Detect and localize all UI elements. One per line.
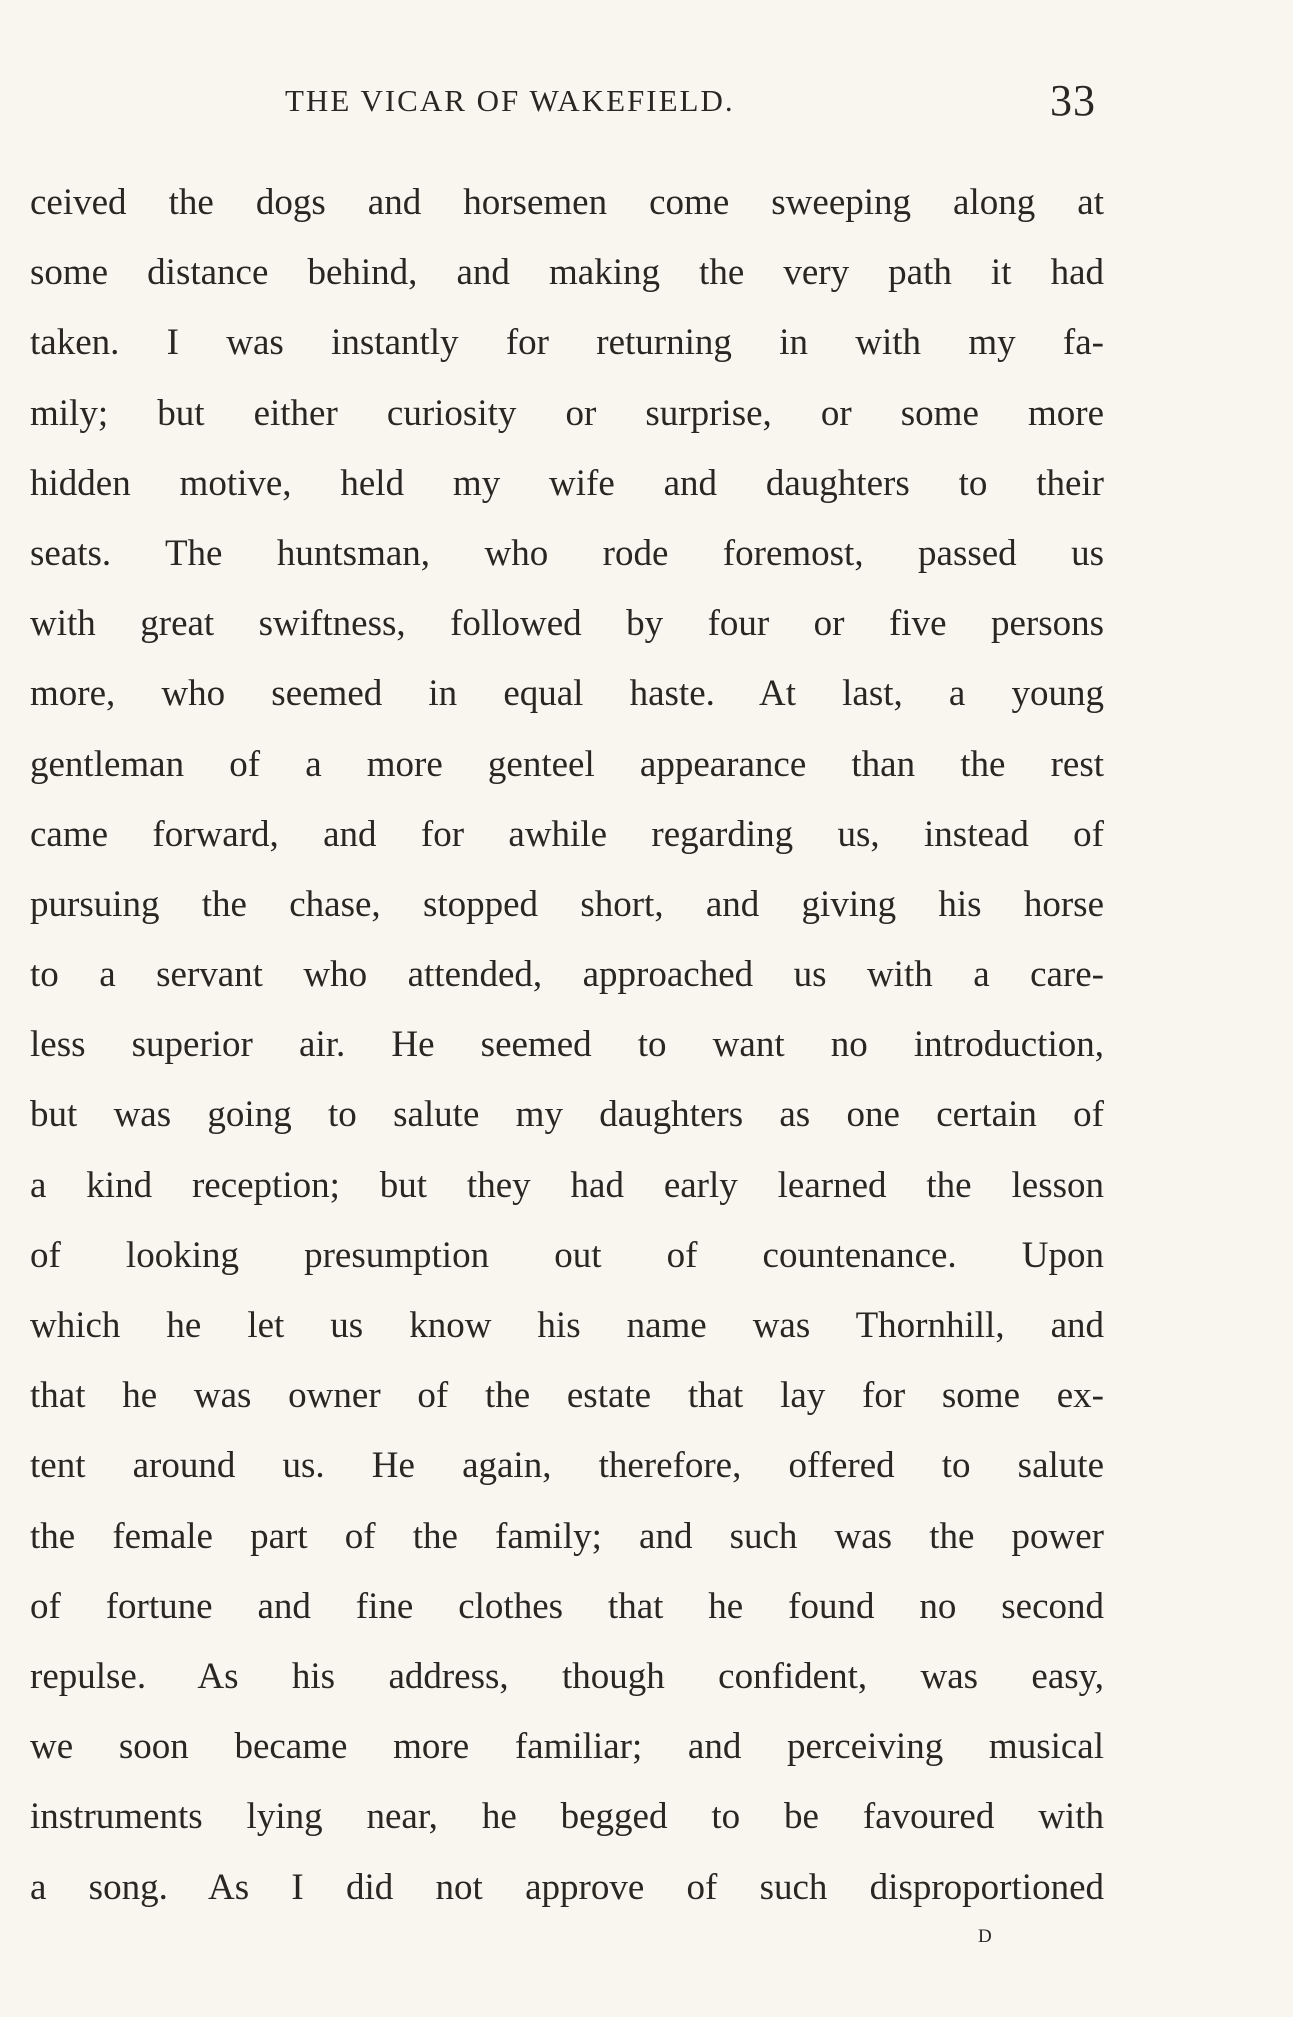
text-line: we soon became more familiar; and perceiving musical [30,1726,1104,1768]
text-line: came forward, and for awhile regarding us, instead of [30,813,1104,855]
text-line: ceived the dogs and horsemen come sweeping along at [30,182,1104,223]
text-line: more, who seemed in equal haste. At last, a young [30,673,1104,715]
text-line: with great swiftness, followed by four or five persons [30,603,1104,645]
text-line: seats. The huntsman, who rode foremost, passed us [30,532,1104,574]
text-line: to a servant who attended, approached us with a care- [30,954,1104,996]
text-line: that he was owner of the estate that lay for some ex- [30,1375,1104,1417]
body-text [30,168,1104,1923]
page-number: 33 [1050,76,1096,125]
text-line: a kind reception; but they had early learned the lesson [30,1164,1104,1206]
text-line: a song. As I did not approve of such disproportioned [30,1866,1104,1908]
text-line: repulse. As his address, though confident, was easy, [30,1655,1104,1697]
text-line: mily; but either curiosity or surprise, or some more [30,392,1104,434]
text-line: tent around us. He again, therefore, offered to salute [30,1445,1104,1487]
text-line: some distance behind, and making the very path it had [30,252,1104,294]
text-line: which he let us know his name was Thornhill, and [30,1305,1104,1346]
running-head [0,76,1293,126]
text-line: gentleman of a more genteel appearance than the rest [30,743,1104,785]
text-line: but was going to salute my daughters as one certain of [30,1094,1104,1136]
signature-mark: D [978,1926,993,1947]
text-line: less superior air. He seemed to want no introduction, [30,1024,1104,1066]
text-line: pursuing the chase, stopped short, and giving his horse [30,883,1104,925]
text-line: taken. I was instantly for returning in with my fa- [30,322,1104,364]
text-line: of fortune and fine clothes that he found no second [30,1585,1104,1627]
text-line: instruments lying near, he begged to be favoured with [30,1796,1104,1838]
text-line: of looking presumption out of countenance. Upon [30,1234,1104,1276]
text-line: hidden motive, held my wife and daughters to their [30,462,1104,504]
running-title: THE VICAR OF WAKEFIELD. [285,83,735,118]
text-line: the female part of the family; and such was the power [30,1515,1104,1557]
